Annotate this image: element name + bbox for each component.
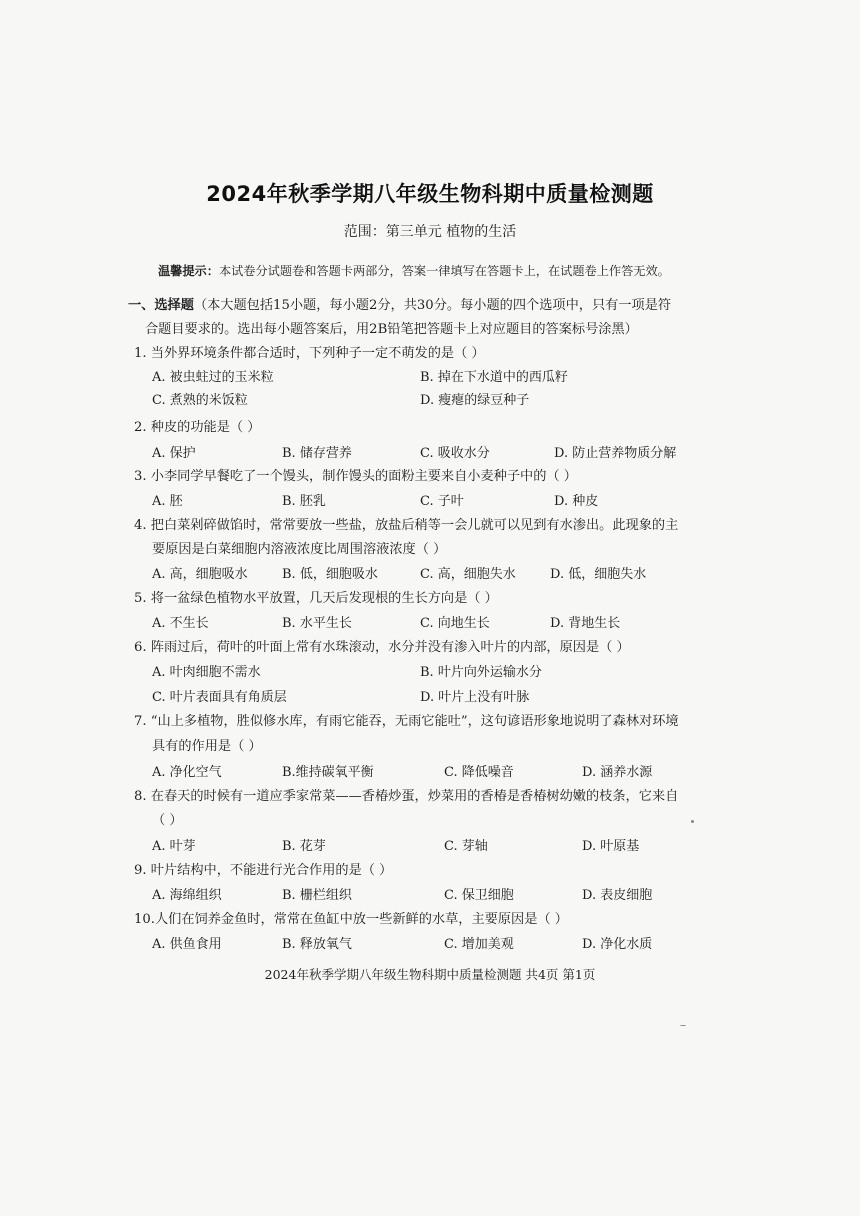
q9-option-c: C. 保卫细胞 <box>444 888 514 903</box>
question-4-stem: 4. 把白菜剁碎做馅时，常常要放一些盐，放盐后稍等一会儿就可以见到有水渗出。此现象的主 <box>134 518 679 533</box>
q7-option-b: B.维持碳氧平衡 <box>282 765 374 780</box>
q3-option-d: D. 种皮 <box>554 494 599 509</box>
q3-option-b: B. 胚乳 <box>282 494 326 509</box>
q4-option-b: B. 低，细胞吸水 <box>282 567 378 582</box>
q9-option-d: D. 表皮细胞 <box>582 888 653 903</box>
q2-option-c: C. 吸收水分 <box>420 446 490 461</box>
q10-option-b: B. 释放氧气 <box>282 937 352 952</box>
q4-option-c: C. 高，细胞失水 <box>420 567 516 582</box>
question-1-stem: 1. 当外界环境条件都合适时，下列种子一定不萌发的是（ ） <box>134 346 485 361</box>
q10-option-c: C. 增加美观 <box>444 937 514 952</box>
question-3-stem: 3. 小李同学早餐吃了一个馒头，制作馒头的面粉主要来自小麦种子中的（ ） <box>134 469 577 484</box>
q5-option-a: A. 不生长 <box>152 616 209 631</box>
question-5-stem: 5. 将一盆绿色植物水平放置，几天后发现根的生长方向是（ ） <box>134 591 498 606</box>
q3-option-a: A. 胚 <box>152 494 183 509</box>
q6-option-c: C. 叶片表面具有角质层 <box>152 690 287 705</box>
q7-option-a: A. 净化空气 <box>152 765 222 780</box>
q8-option-c: C. 芽轴 <box>444 839 488 854</box>
q7-option-d: D. 涵养水源 <box>582 765 653 780</box>
scan-speck <box>680 1025 686 1026</box>
q6-option-a: A. 叶肉细胞不需水 <box>152 665 261 680</box>
section-desc-line1: （本大题包括15小题，每小题2分，共30分。每小题的四个选项中，只有一项是符 <box>193 298 672 313</box>
q8-option-b: B. 花芽 <box>282 839 326 854</box>
section-desc-line2: 合题目要求的。选出每小题答案后，用2B铅笔把答题卡上对应题目的答案标号涂黑） <box>145 322 638 337</box>
question-8-stem: 8. 在春天的时候有一道应季家常菜——香椿炒蛋，炒菜用的香椿是香椿树幼嫩的枝条，它来自 <box>134 789 679 804</box>
question-8-stem-cont: （ ） <box>152 813 183 828</box>
question-6-stem: 6. 阵雨过后，荷叶的叶面上常有水珠滚动，水分并没有渗入叶片的内部，原因是（ ） <box>134 640 630 655</box>
notice <box>158 262 698 279</box>
question-7-stem-cont: 具有的作用是（ ） <box>152 739 262 754</box>
q7-option-c: C. 降低噪音 <box>444 765 514 780</box>
q9-option-a: A. 海绵组织 <box>152 888 222 903</box>
q8-option-d: D. 叶原基 <box>582 839 640 854</box>
page-title: 2024年秋季学期八年级生物科期中质量检测题 <box>206 182 654 206</box>
q1-option-c: C. 煮熟的米饭粒 <box>152 393 248 408</box>
question-10-stem: 10.人们在饲养金鱼时，常常在鱼缸中放一些新鲜的水草，主要原因是（ ） <box>134 912 568 927</box>
q1-option-b: B. 掉在下水道中的西瓜籽 <box>420 370 568 385</box>
q4-option-a: A. 高，细胞吸水 <box>152 567 248 582</box>
q3-option-c: C. 子叶 <box>420 494 464 509</box>
q2-option-d: D. 防止营养物质分解 <box>554 446 677 461</box>
q6-option-d: D. 叶片上没有叶脉 <box>420 690 530 705</box>
q1-option-d: D. 瘦瘪的绿豆种子 <box>420 393 530 408</box>
notice-label: 温馨提示： <box>158 264 219 278</box>
section-header <box>128 294 688 313</box>
page-footer: 2024年秋季学期八年级生物科期中质量检测题 共4页 第1页 <box>264 967 596 982</box>
question-4-stem-cont: 要原因是白菜细胞内溶液浓度比周围溶液浓度（ ） <box>152 542 447 557</box>
q2-option-b: B. 储存营养 <box>282 446 352 461</box>
q1-option-a: A. 被虫蛀过的玉米粒 <box>152 370 274 385</box>
q10-option-a: A. 供鱼食用 <box>152 937 222 952</box>
q9-option-b: B. 栅栏组织 <box>282 888 352 903</box>
q4-option-d: D. 低，细胞失水 <box>550 567 647 582</box>
exam-scope: 范围：第三单元 植物的生活 <box>343 224 517 240</box>
q5-option-c: C. 向地生长 <box>420 616 490 631</box>
q2-option-a: A. 保护 <box>152 446 196 461</box>
question-9-stem: 9. 叶片结构中，不能进行光合作用的是（ ） <box>134 863 393 878</box>
question-2-stem: 2. 种皮的功能是（ ） <box>134 420 261 435</box>
q10-option-d: D. 净化水质 <box>582 937 653 952</box>
q5-option-b: B. 水平生长 <box>282 616 352 631</box>
question-7-stem: 7. “山上多植物，胜似修水库，有雨它能吞，无雨它能吐”，这句谚语形象地说明了森林对环境 <box>134 714 679 729</box>
q8-option-a: A. 叶芽 <box>152 839 196 854</box>
notice-text: 本试卷分试题卷和答题卡两部分，答案一律填写在答题卡上，在试题卷上作答无效。 <box>218 264 670 278</box>
section-title: 一、选择题 <box>128 298 194 313</box>
q5-option-d: D. 背地生长 <box>550 616 621 631</box>
q6-option-b: B. 叶片向外运输水分 <box>420 665 542 680</box>
scan-speck <box>691 820 694 823</box>
